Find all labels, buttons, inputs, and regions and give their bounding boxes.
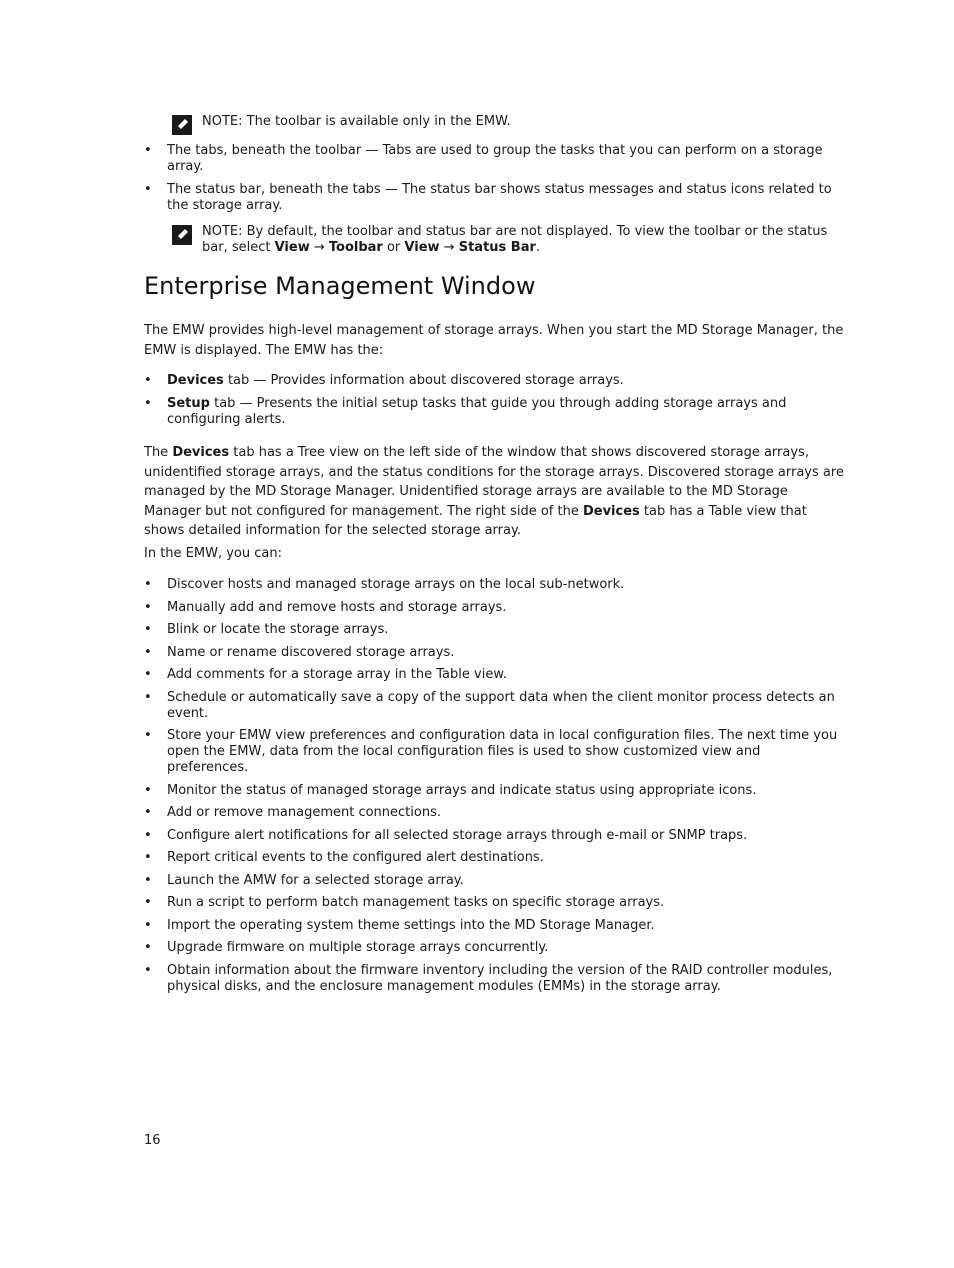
list-item: • Devices tab — Provides information about discovered storage arrays. [144,373,844,389]
menu-ref-view: View [404,240,440,255]
note-label: NOTE: [202,114,243,129]
bullet-list-tabs [144,373,844,428]
intro-paragraph: The EMW provides high-level management of storage arrays. When you start the MD Storage Manager, the EMW is displayed. The EMW has the: [144,323,844,358]
menu-ref-view: View [274,240,310,255]
list-item: • Add comments for a storage array in the Table view. [144,667,844,683]
note-label: NOTE: [202,224,243,239]
page-number: 16 [144,1133,161,1148]
list-item: • Import the operating system theme settings into the MD Storage Manager. [144,918,844,934]
list-item: • Launch the AMW for a selected storage array. [144,873,844,889]
list-item: • Blink or locate the storage arrays. [144,622,844,638]
devices-paragraph: The Devices tab has a Tree view on the left side of the window that shows discovered storage arrays, unidentified storage arrays, and the status conditions for the storage arrays. Discovered storage arrays are managed by the MD Storage Manager. Unidentified storage arrays are available to the MD Storage Manager but not configured for management. The right side of the Devices tab has a Table view that shows detailed information for the selected storage array. [144,445,844,538]
list-item: • Schedule or automatically save a copy of the support data when the client monitor process detects an event. [144,690,844,722]
section-heading: Enterprise Management Window [144,272,536,300]
capabilities-intro: In the EMW, you can: [144,546,282,561]
list-item: • Report critical events to the configured alert destinations. [144,850,844,866]
list-item: • Setup tab — Presents the initial setup tasks that guide you through adding storage arrays and configuring alerts. [144,396,844,428]
note-pencil-icon [172,115,192,135]
list-item: • Configure alert notifications for all selected storage arrays through e-mail or SNMP traps. [144,828,844,844]
bullet-list-capabilities [144,577,844,995]
menu-ref-status-bar: Status Bar [458,240,536,255]
list-item: • The tabs, beneath the toolbar — Tabs are used to group the tasks that you can perform on a storage array. [144,143,844,175]
bullet-list-bars [144,143,844,214]
list-item: • The status bar, beneath the tabs — The status bar shows status messages and status icons related to the storage array. [144,182,844,214]
list-item: • Upgrade firmware on multiple storage arrays concurrently. [144,940,844,956]
note-pencil-icon [172,225,192,245]
list-item: • Store your EMW view preferences and configuration data in local configuration files. The next time you open the EMW, data from the local configuration files is used to show customized view and preferences. [144,728,844,776]
list-item: • Name or rename discovered storage arrays. [144,645,844,661]
list-item: • Discover hosts and managed storage arrays on the local sub-network. [144,577,844,593]
list-item: • Run a script to perform batch management tasks on specific storage arrays. [144,895,844,911]
note-body: The toolbar is available only in the EMW. [242,114,511,129]
list-item: • Add or remove management connections. [144,805,844,821]
list-item: • Manually add and remove hosts and storage arrays. [144,600,844,616]
list-item: • Obtain information about the firmware inventory including the version of the RAID controller modules, physical disks, and the enclosure management modules (EMMs) in the storage array. [144,963,844,995]
menu-ref-toolbar: Toolbar [328,240,383,255]
list-item: • Monitor the status of managed storage arrays and indicate status using appropriate icons. [144,783,844,799]
note-toolbar [172,114,844,135]
note-display: NOTE: By default, the toolbar and status bar are not displayed. To view the toolbar or the status bar, select View → Toolbar or View → Status Bar. [172,224,844,256]
